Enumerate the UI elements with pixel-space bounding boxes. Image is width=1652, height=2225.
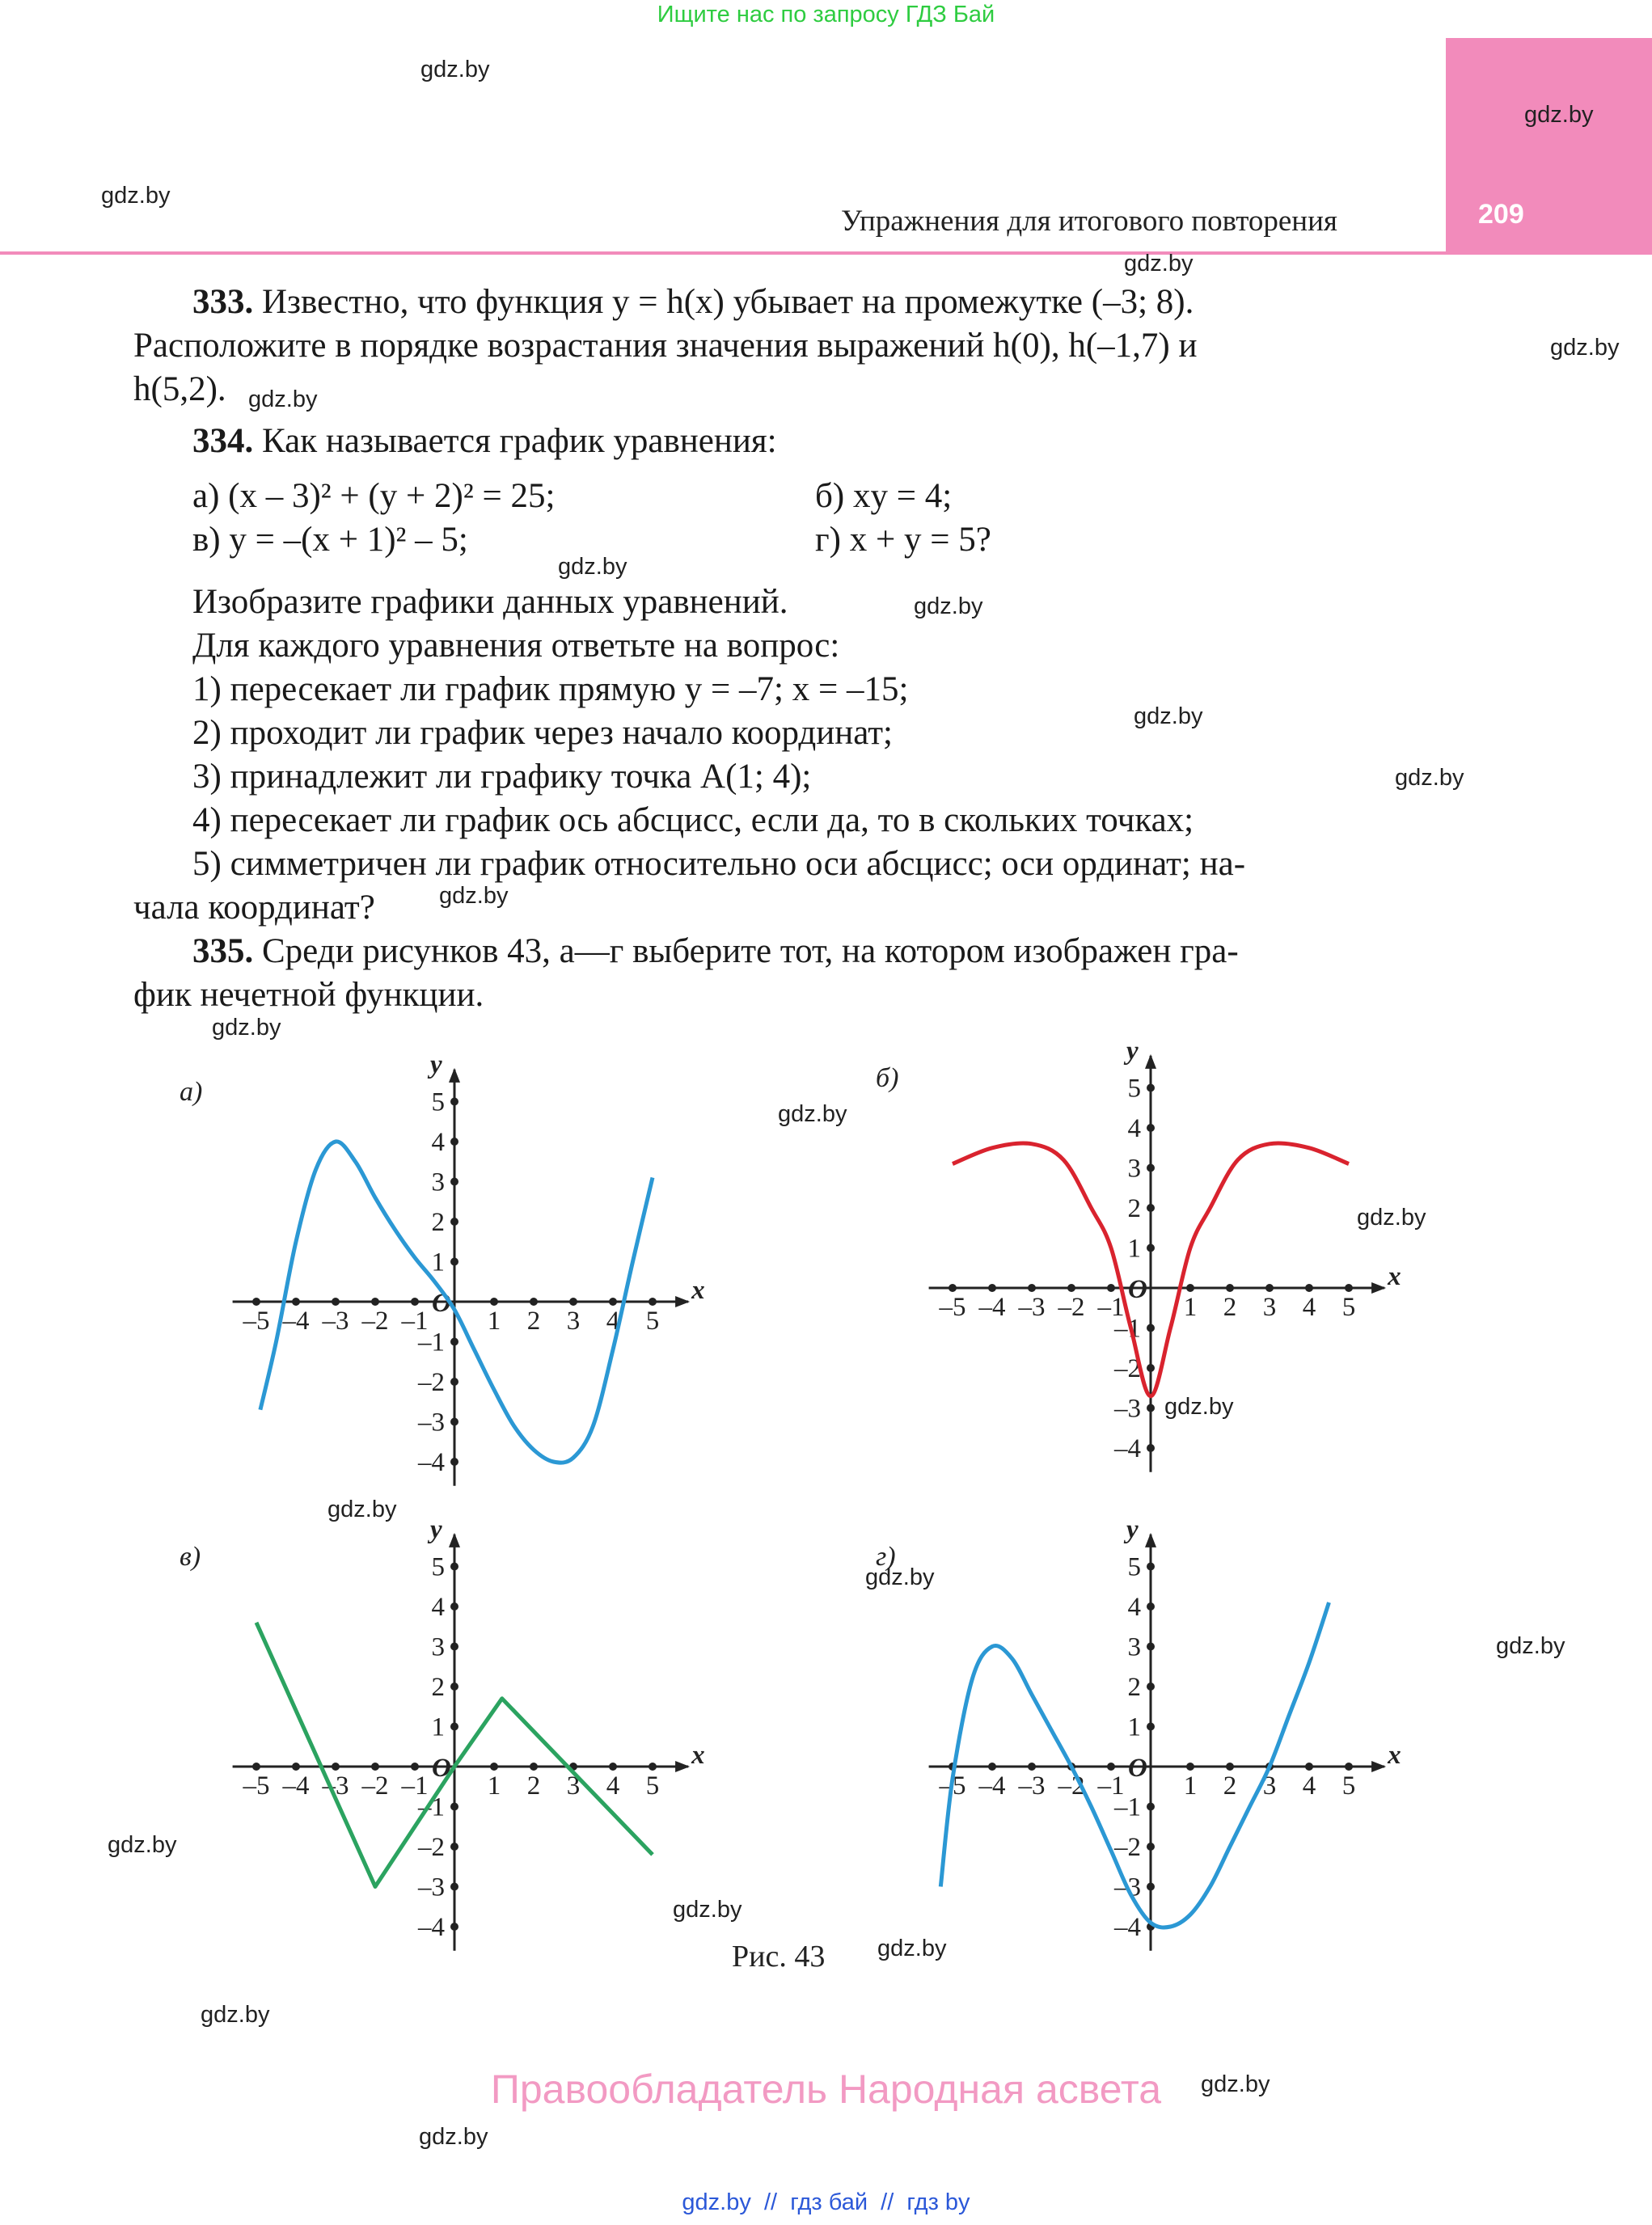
page-number: 209 bbox=[1478, 199, 1524, 230]
origin-label: O bbox=[1128, 1754, 1147, 1783]
origin-label: O bbox=[1128, 1275, 1147, 1304]
watermark: gdz.by bbox=[248, 386, 318, 412]
problem-333-line1: 333. Известно, что функция y = h(x) убывает на промежутке (–3; 8). bbox=[192, 283, 1194, 321]
y-tick-label: –1 bbox=[418, 1792, 445, 1822]
x-tick bbox=[1028, 1763, 1036, 1771]
x-tick-label: –3 bbox=[1018, 1771, 1046, 1801]
y-tick-label: 5 bbox=[431, 1087, 445, 1117]
y-tick-label: 3 bbox=[431, 1167, 445, 1197]
y-tick-label: 4 bbox=[1127, 1114, 1141, 1143]
problem-335-line1: 335. Среди рисунков 43, а—г выберите тот, на котором изображен гра- bbox=[192, 932, 1239, 970]
equation-g: г) x + y = 5? bbox=[815, 521, 991, 559]
x-tick-label: –2 bbox=[361, 1307, 389, 1336]
x-tick-label: –2 bbox=[1058, 1771, 1085, 1801]
x-tick-label: –1 bbox=[1097, 1771, 1125, 1801]
top-search-banner[interactable]: Ищите нас по запросу ГДЗ Бай bbox=[657, 2, 995, 27]
x-tick-label: 3 bbox=[1262, 1771, 1277, 1801]
copyright-notice: Правообладатель Народная асвета bbox=[490, 2067, 1162, 2112]
problem-333-line3: h(5,2). bbox=[133, 370, 226, 408]
x-tick-label: –3 bbox=[1018, 1293, 1046, 1322]
equation-a: а) (x – 3)² + (y + 2)² = 25; bbox=[192, 477, 556, 515]
watermark: gdz.by bbox=[108, 1832, 177, 1858]
x-tick-label: 1 bbox=[487, 1307, 501, 1336]
question-3: 3) принадлежит ли графику точка A(1; 4); bbox=[192, 758, 812, 796]
y-tick-label: –4 bbox=[1114, 1434, 1141, 1463]
x-tick-label: 5 bbox=[645, 1771, 660, 1801]
y-tick bbox=[1147, 1643, 1155, 1651]
origin-label: O bbox=[432, 1289, 451, 1318]
x-axis-label: x bbox=[691, 1741, 705, 1770]
panel-label: г) bbox=[876, 1541, 896, 1572]
watermark: gdz.by bbox=[558, 554, 627, 580]
watermark: gdz.by bbox=[1357, 1205, 1426, 1231]
y-tick bbox=[1147, 1843, 1155, 1851]
x-tick-label: 5 bbox=[1341, 1293, 1356, 1322]
problem-335-line2: фик нечетной функции. bbox=[133, 976, 484, 1014]
x-tick-label: –4 bbox=[282, 1771, 310, 1801]
instruction-draw: Изобразите графики данных уравнений. bbox=[192, 583, 788, 621]
y-tick-label: –3 bbox=[418, 1408, 445, 1438]
watermark: gdz.by bbox=[327, 1497, 397, 1522]
x-tick-label: 4 bbox=[1302, 1293, 1316, 1322]
watermark: gdz.by bbox=[212, 1015, 281, 1041]
x-tick-label: –4 bbox=[978, 1771, 1006, 1801]
y-tick-label: –2 bbox=[418, 1368, 445, 1397]
watermark: gdz.by bbox=[877, 1936, 947, 1961]
y-tick-label: –3 bbox=[1114, 1394, 1141, 1424]
x-tick-label: –5 bbox=[243, 1307, 270, 1336]
watermark: gdz.by bbox=[865, 1564, 935, 1590]
x-tick-label: –1 bbox=[1097, 1293, 1125, 1322]
watermark: gdz.by bbox=[439, 883, 509, 909]
watermark: gdz.by bbox=[1550, 335, 1620, 361]
y-axis-label: y bbox=[430, 1514, 442, 1544]
y-tick-label: 2 bbox=[1127, 1673, 1141, 1702]
equation-b: б) xy = 4; bbox=[815, 477, 953, 515]
y-tick-label: 5 bbox=[1127, 1552, 1141, 1582]
x-axis-arrow bbox=[1371, 1761, 1386, 1772]
watermark: gdz.by bbox=[1124, 251, 1194, 277]
x-tick-label: –3 bbox=[322, 1307, 349, 1336]
problem-number: 334. bbox=[192, 422, 254, 460]
watermark: gdz.by bbox=[420, 57, 490, 82]
y-tick-label: –3 bbox=[418, 1872, 445, 1902]
x-tick-label: 5 bbox=[645, 1307, 660, 1336]
panel-label: а) bbox=[180, 1076, 203, 1107]
watermark: gdz.by bbox=[1395, 765, 1464, 791]
y-tick-label: 1 bbox=[1127, 1234, 1141, 1264]
watermark: gdz.by bbox=[1496, 1633, 1565, 1659]
y-tick-label: –2 bbox=[418, 1833, 445, 1862]
watermark: gdz.by bbox=[419, 2124, 488, 2150]
y-tick-label: –1 bbox=[418, 1328, 445, 1357]
y-tick-label: 1 bbox=[431, 1248, 445, 1277]
x-tick bbox=[1107, 1763, 1115, 1771]
y-tick-label: –4 bbox=[418, 1448, 445, 1477]
y-tick-label: –4 bbox=[1114, 1913, 1141, 1942]
problem-334-line1: 334. Как называется график уравнения: bbox=[192, 422, 777, 460]
x-tick-label: –4 bbox=[978, 1293, 1006, 1322]
x-tick bbox=[988, 1763, 996, 1771]
figure-caption: Рис. 43 bbox=[732, 1940, 826, 1974]
x-tick-label: –4 bbox=[282, 1307, 310, 1336]
x-tick-label: –5 bbox=[939, 1771, 966, 1801]
y-tick-label: 5 bbox=[1127, 1074, 1141, 1104]
x-tick-label: 5 bbox=[1341, 1771, 1356, 1801]
x-tick-label: 2 bbox=[1223, 1771, 1237, 1801]
question-2: 2) проходит ли график через начало координат; bbox=[192, 714, 894, 752]
watermark: gdz.by bbox=[101, 183, 171, 209]
question-5: 5) симметричен ли график относительно оси абсцисс; оси ординат; на- bbox=[192, 845, 1246, 883]
y-tick-label: 1 bbox=[1127, 1712, 1141, 1742]
y-tick-label: –3 bbox=[1114, 1872, 1141, 1902]
y-tick-label: 4 bbox=[1127, 1593, 1141, 1622]
x-tick-label: 2 bbox=[526, 1771, 541, 1801]
y-tick-label: 5 bbox=[431, 1552, 445, 1582]
y-tick-label: –1 bbox=[1114, 1792, 1141, 1822]
y-tick-label: 2 bbox=[1127, 1194, 1141, 1223]
watermark: gdz.by bbox=[914, 593, 983, 619]
x-tick bbox=[1345, 1763, 1353, 1771]
y-tick-label: 3 bbox=[1127, 1632, 1141, 1662]
y-tick bbox=[1147, 1883, 1155, 1891]
y-tick-label: 3 bbox=[431, 1632, 445, 1662]
y-tick-label: 2 bbox=[431, 1673, 445, 1702]
y-tick-label: 1 bbox=[431, 1712, 445, 1742]
running-head: Упражнения для итогового повторения bbox=[841, 205, 1337, 238]
y-axis-label: y bbox=[1126, 1036, 1139, 1066]
x-tick-label: 3 bbox=[1262, 1293, 1277, 1322]
y-axis-arrow bbox=[1145, 1533, 1156, 1547]
x-tick-label: 2 bbox=[1223, 1293, 1237, 1322]
y-axis-label: y bbox=[1126, 1514, 1139, 1544]
x-tick-label: –5 bbox=[243, 1771, 270, 1801]
x-tick bbox=[1186, 1763, 1194, 1771]
y-tick-label: –2 bbox=[1114, 1833, 1141, 1862]
question-1: 1) пересекает ли график прямую y = –7; x = –15; bbox=[192, 670, 909, 708]
x-tick bbox=[1305, 1763, 1313, 1771]
y-axis-label: y bbox=[430, 1049, 442, 1079]
y-tick bbox=[1147, 1723, 1155, 1731]
problem-333-line2: Расположите в порядке возрастания значения выражений h(0), h(–1,7) и bbox=[133, 327, 1198, 365]
origin-label: O bbox=[432, 1754, 451, 1783]
x-tick-label: 3 bbox=[566, 1307, 581, 1336]
watermark: gdz.by bbox=[1134, 703, 1203, 729]
panel-label: в) bbox=[180, 1541, 201, 1572]
watermark: gdz.by bbox=[778, 1101, 847, 1127]
problem-number: 333. bbox=[192, 283, 254, 321]
x-axis-label: x bbox=[1388, 1262, 1401, 1291]
x-tick bbox=[1226, 1763, 1234, 1771]
x-tick-label: 2 bbox=[526, 1307, 541, 1336]
y-tick bbox=[1147, 1803, 1155, 1811]
watermark: gdz.by bbox=[1164, 1394, 1234, 1420]
bottom-links[interactable]: gdz.by // гдз бай // гдз by bbox=[682, 2189, 970, 2215]
y-tick bbox=[1147, 1602, 1155, 1611]
x-axis-label: x bbox=[1388, 1741, 1401, 1770]
question-4: 4) пересекает ли график ось абсцисс, если да, то в скольких точках; bbox=[192, 801, 1194, 839]
question-5-cont: чала координат? bbox=[133, 889, 375, 927]
x-tick-label: –1 bbox=[401, 1771, 429, 1801]
panel-label: б) bbox=[876, 1062, 899, 1093]
y-tick bbox=[1147, 1563, 1155, 1571]
x-tick-label: 1 bbox=[1183, 1771, 1198, 1801]
x-tick-label: 1 bbox=[1183, 1293, 1198, 1322]
y-tick bbox=[1147, 1682, 1155, 1691]
x-tick-label: 4 bbox=[606, 1771, 620, 1801]
y-tick-label: 3 bbox=[1127, 1154, 1141, 1184]
x-tick-label: –5 bbox=[939, 1293, 966, 1322]
problem-number: 335. bbox=[192, 932, 254, 970]
watermark: gdz.by bbox=[1201, 2071, 1270, 2097]
y-tick-label: 2 bbox=[431, 1208, 445, 1237]
x-axis-label: x bbox=[691, 1276, 705, 1305]
y-tick-label: –1 bbox=[1114, 1314, 1141, 1344]
y-tick-label: –4 bbox=[418, 1913, 445, 1942]
x-tick-label: –3 bbox=[322, 1771, 349, 1801]
x-tick-label: 3 bbox=[566, 1771, 581, 1801]
watermark: gdz.by bbox=[673, 1897, 742, 1923]
x-tick-label: –1 bbox=[401, 1307, 429, 1336]
y-tick-label: –2 bbox=[1114, 1354, 1141, 1383]
equation-v: в) y = –(x + 1)² – 5; bbox=[192, 521, 468, 559]
x-tick-label: –2 bbox=[1058, 1293, 1085, 1322]
x-tick-label: 4 bbox=[1302, 1771, 1316, 1801]
y-tick-label: 4 bbox=[431, 1593, 445, 1622]
watermark: gdz.by bbox=[1524, 102, 1594, 128]
y-tick-label: 4 bbox=[431, 1128, 445, 1157]
watermark: gdz.by bbox=[201, 2002, 270, 2028]
x-tick-label: 4 bbox=[606, 1307, 620, 1336]
x-tick-label: –2 bbox=[361, 1771, 389, 1801]
x-tick-label: 1 bbox=[487, 1771, 501, 1801]
instruction-ask: Для каждого уравнения ответьте на вопрос: bbox=[192, 627, 840, 665]
